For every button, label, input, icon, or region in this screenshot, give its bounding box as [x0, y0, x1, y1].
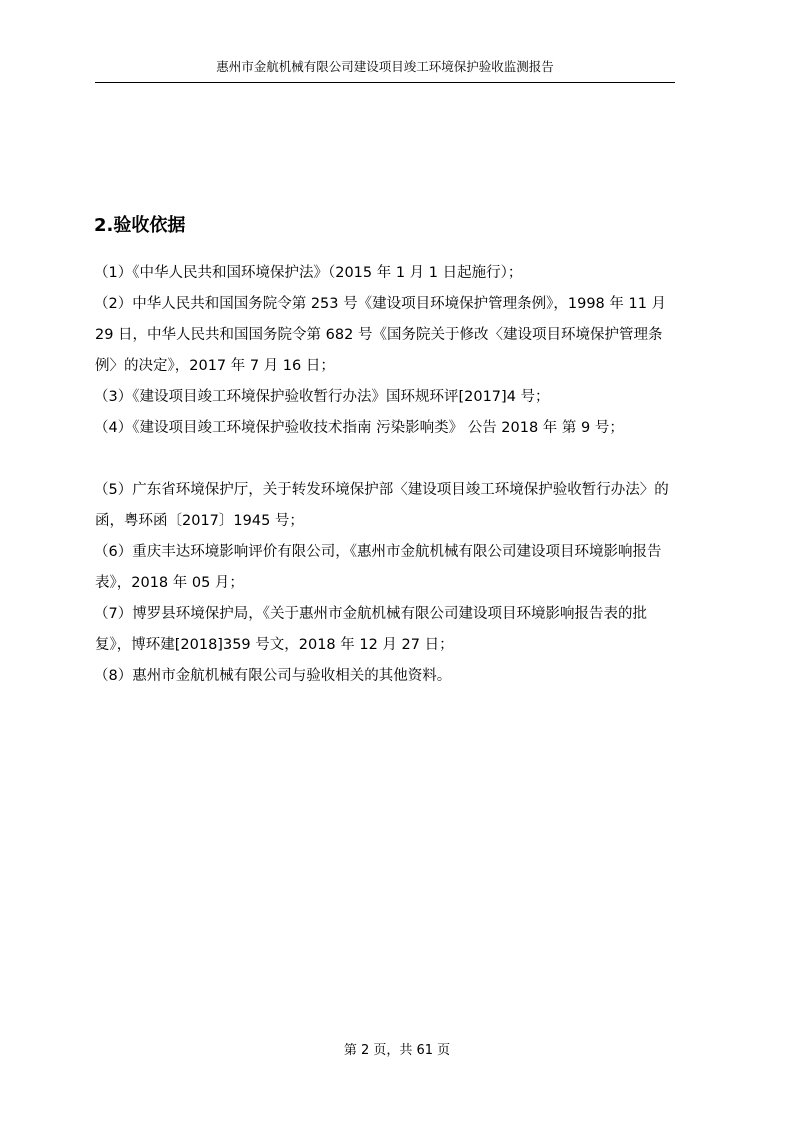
reference-item-2: （2）中华人民共和国国务院令第 253 号《建设项目环境保护管理条例》，1998 年 11 月 29 日，中华人民共和国国务院令第 682 号《国务院关于修改〈建设项目环境保护管理条例〉的决定》，2017 年 7 月 16 日；: [94, 296, 667, 374]
page-number: 第 2 页，共 61 页: [343, 1043, 451, 1058]
reference-list: [95, 258, 671, 692]
reference-item-8: （8）惠州市金航机械有限公司与验收相关的其他资料。: [94, 668, 452, 684]
section-heading: 2.验收依据: [94, 215, 186, 236]
reference-item-5: （5）广东省环境保护厅，关于转发环境保护部〈建设项目竣工环境保护验收暂行办法〉的函，粤环函〔2017〕1945 号；: [94, 482, 669, 529]
reference-item-4: （4）《建设项目竣工环境保护验收技术指南 污染影响类》 公告 2018 年 第 9 号；: [94, 420, 624, 436]
header-title: 惠州市金航机械有限公司建设项目竣工环境保护验收监测报告: [216, 59, 554, 74]
reference-item-6: （6）重庆丰达环境影响评价有限公司，《惠州市金航机械有限公司建设项目环境影响报告表》，2018 年 05 月；: [94, 544, 662, 591]
reference-item-7: （7）博罗县环境保护局，《关于惠州市金航机械有限公司建设项目环境影响报告表的批复》，博环建[2018]359 号文，2018 年 12 月 27 日；: [94, 606, 647, 653]
reference-item-3: （3）《建设项目竣工环境保护验收暂行办法》国环规环评[2017]4 号；: [94, 389, 550, 405]
reference-item-1: （1）《中华人民共和国环境保护法》（2015 年 1 月 1 日起施行）；: [94, 265, 523, 281]
document-header: [95, 52, 675, 83]
page-footer: [0, 1039, 794, 1058]
